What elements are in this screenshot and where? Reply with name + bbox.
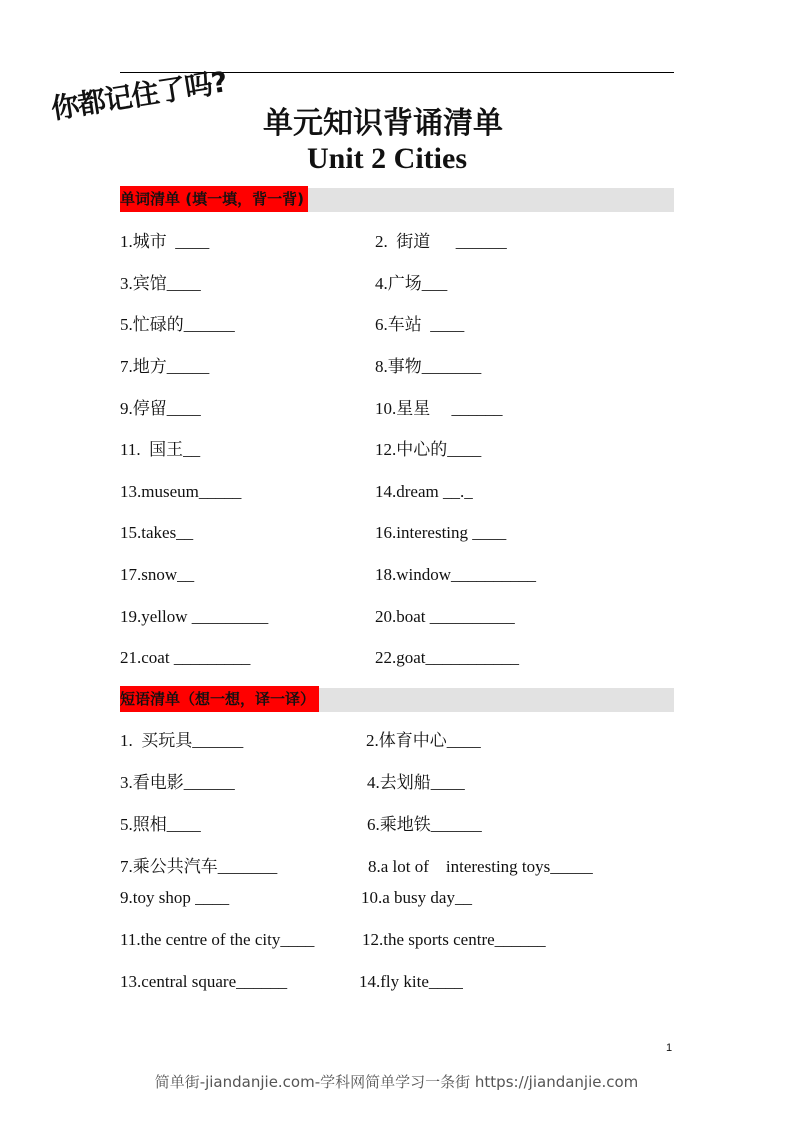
list-item: 9.停留____ bbox=[120, 399, 201, 418]
list-item: 22.goat___________ bbox=[375, 648, 520, 667]
words-section-bar bbox=[120, 188, 674, 212]
list-item: 3.看电影______ bbox=[120, 773, 235, 792]
unit-title: Unit 2 Cities bbox=[307, 142, 467, 175]
footer-text: 简单街-jiandanjie.com-学科网简单学习一条街 https://jiandanjie.com bbox=[154, 1073, 639, 1091]
list-item: 18.window__________ bbox=[375, 565, 537, 584]
page-number: 1 bbox=[666, 1042, 673, 1054]
list-item: 13.museum_____ bbox=[120, 482, 242, 501]
list-item: 4.广场___ bbox=[375, 274, 448, 293]
list-item: 8.a lot of interesting toys_____ bbox=[368, 857, 593, 876]
list-item: 7.乘公共汽车_______ bbox=[120, 857, 278, 876]
list-item: 2. 街道 ______ bbox=[375, 232, 507, 251]
phrases-section-header: 短语清单（想一想，译一译） bbox=[120, 686, 319, 712]
list-item: 11.the centre of the city____ bbox=[120, 930, 315, 949]
list-item: 7.地方_____ bbox=[120, 357, 210, 376]
list-item: 4.去划船____ bbox=[367, 773, 465, 792]
list-item: 6.车站 ____ bbox=[375, 315, 465, 334]
list-item: 2.体育中心____ bbox=[366, 731, 481, 750]
list-item: 12.中心的____ bbox=[375, 440, 482, 459]
list-item: 15.takes__ bbox=[120, 523, 194, 542]
page-title: 单元知识背诵清单 bbox=[263, 106, 503, 141]
list-item: 14.dream __._ bbox=[375, 482, 473, 501]
list-item: 19.yellow _________ bbox=[120, 607, 269, 626]
list-item: 14.fly kite____ bbox=[359, 972, 463, 991]
list-item: 1.城市 ____ bbox=[120, 232, 210, 251]
words-section-header: 单词清单 (填一填，背一背) bbox=[120, 186, 308, 212]
list-item: 8.事物_______ bbox=[375, 357, 482, 376]
phrases-section-bar bbox=[120, 688, 674, 712]
list-item: 10.星星 ______ bbox=[375, 399, 503, 418]
list-item: 3.宾馆____ bbox=[120, 274, 201, 293]
stamp-logo: 你都记住了吗? bbox=[48, 65, 230, 126]
list-item: 12.the sports centre______ bbox=[362, 930, 546, 949]
list-item: 11. 国王__ bbox=[120, 440, 201, 459]
list-item: 10.a busy day__ bbox=[361, 888, 472, 907]
list-item: 5.忙碌的______ bbox=[120, 315, 235, 334]
list-item: 9.toy shop ____ bbox=[120, 888, 230, 907]
list-item: 13.central square______ bbox=[120, 972, 288, 991]
list-item: 20.boat __________ bbox=[375, 607, 515, 626]
list-item: 17.snow__ bbox=[120, 565, 195, 584]
list-item: 21.coat _________ bbox=[120, 648, 251, 667]
list-item: 16.interesting ____ bbox=[375, 523, 507, 542]
list-item: 1. 买玩具______ bbox=[120, 731, 244, 750]
list-item: 6.乘地铁______ bbox=[367, 815, 482, 834]
list-item: 5.照相____ bbox=[120, 815, 201, 834]
